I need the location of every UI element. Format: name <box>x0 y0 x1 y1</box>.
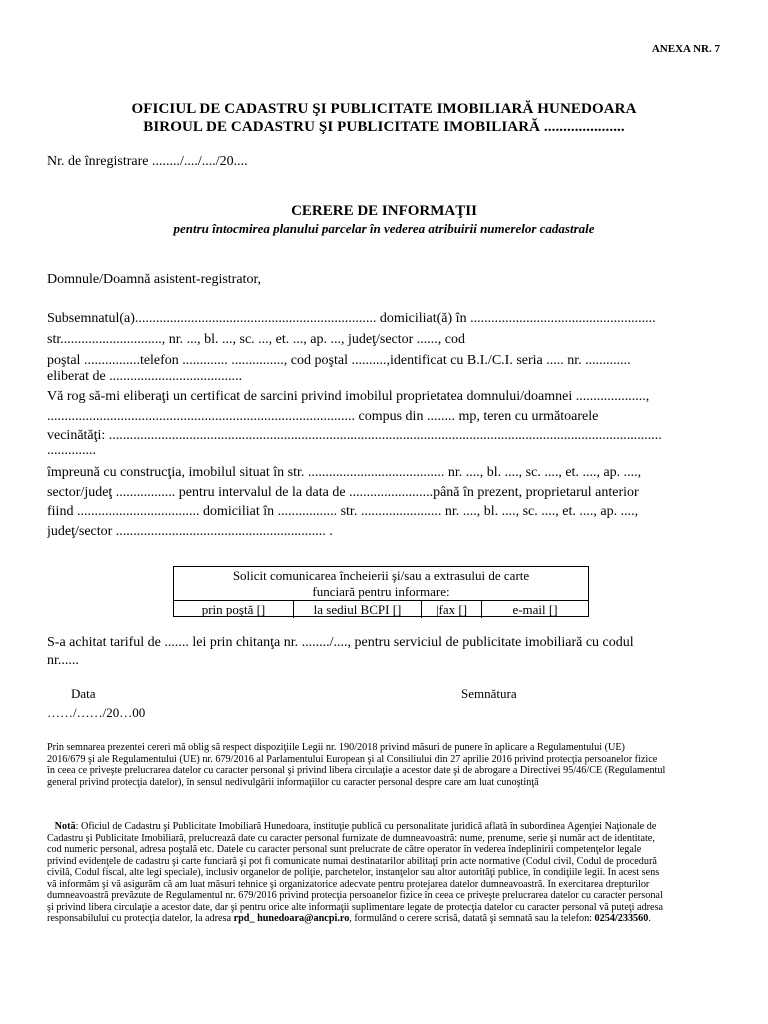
gdpr-line: general privind protecţia datelor), în sensul nedivulgării informaţiilor cu caracter personal despre care am luat cunoştinţă <box>47 776 539 788</box>
note-line: cod numeric personal, adresa poştală etc. Datele cu caracter personal sunt prelucrate de către operator în vederea îndeplinirii competenţelor legale <box>47 844 642 855</box>
gdpr-line: în ceea ce priveşte prelucrarea datelor cu caracter personal şi privind libera circulaţie a acestor date şi de abrogare a Directivei 95/46/CE (Regulamentul <box>47 765 666 776</box>
option-email[interactable]: e-mail [] <box>512 602 558 617</box>
gdpr-paragraph <box>47 742 722 788</box>
body-line: Subsemnatul(a)..................................................................... domiciliat(ă) în ..................................................... <box>47 311 656 326</box>
date-value: ……/……/20…00 <box>47 705 146 720</box>
body-line: eliberat de ...................................... <box>47 369 243 384</box>
option-fax[interactable]: |fax [] <box>422 601 482 618</box>
note-line: şi privind libera circulaţie a acestor date, dar şi pentru orice alte informaţii suplimentare legate de protecţia datelor cu caracter personal vă puteţi adresa <box>47 901 664 913</box>
delivery-options-row <box>174 600 588 618</box>
body-line: sector/judeţ ................. pentru intervalul de la data de ........................până în prezent, proprietarul anterior <box>47 485 639 500</box>
document-subtitle: pentru întocmirea planului parcelar în vederea atribuirii numerelor cadastrale <box>173 221 595 236</box>
note-line: vă informăm şi vă asigurăm că am luat măsuri tehnice şi organizatorice adecvate pentru protejarea datelor dumneavoastră. În exercitarea drepturilor <box>47 878 650 890</box>
info-box-line: Solicit comunicarea încheierii şi/sau a extrasului de carte <box>232 568 530 583</box>
bureau-header: BIROUL DE CADASTRU ŞI PUBLICITATE IMOBILIARĂ ..................... <box>143 119 625 135</box>
note-line: privind evidenţele de cadastru şi carte funciară şi pot fi comunicate numai destinatarilor abilitaţi prin acte normative (Codul civil, Codul de procedură <box>47 855 657 867</box>
note-paragraph <box>47 821 722 925</box>
signature-label: Semnătura <box>461 686 517 701</box>
body-line: ........................................................................................ compus din ........ mp, teren cu următoarele <box>47 409 599 424</box>
payment-line: S-a achitat tariful de ....... lei prin chitanţa nr. ......../...., pentru serviciul de publicitate imobiliară cu codul <box>47 635 634 650</box>
body-line: fiind ................................... domiciliat în ................. str. ....................... nr. ...., bl. ...., sc. ...., et. ...., ap. ...., <box>47 504 639 519</box>
salutation: Domnule/Doamnă asistent-registrator, <box>47 272 262 287</box>
option-at-office[interactable]: la sediul BCPI [] <box>294 601 422 618</box>
note-line: Cadastru şi Publicitate Imobiliară, prelucrează date cu caracter personal furnizate de dumneavoastră: nume, prenume, serie şi număr act de identitate, <box>47 832 655 844</box>
payment-line: nr...... <box>47 653 79 668</box>
option-by-post[interactable]: prin poştă [] <box>174 601 294 618</box>
body-line: str............................., nr. ..., bl. ..., sc. ..., et. ..., ap. ..., judeţ/sector ......, cod <box>47 332 466 347</box>
note-label: Notă <box>54 821 76 832</box>
note-line: responsabilului cu protecţia datelor, la adresa rpd_ hunedoara@ancpi.ro, formulând o cerere scrisă, datată şi semnată sau la telefon: 0254/233560. <box>47 913 651 924</box>
gdpr-line: 2016/679 şi ale Regulamentului (UE) nr. 679/2016 al Parlamentului European şi al Consiliului din 27 aprilie 2016 privind protecţia persoanelor fizice <box>47 753 658 765</box>
note-line: Notă: Oficiul de Cadastru şi Publicitate Imobiliară Hunedoara, instituţie publică cu personalitate juridică aflată în subordinea Agenţiei Naţionale de <box>54 821 657 832</box>
body-line: poştal ................telefon ............. ..............., cod poştal ..........,identificat cu B.I./C.I. seria ..... nr. ............. <box>47 353 631 368</box>
note-line: civilă, Codul fiscal, alte legi speciale), inclusiv organelor de poliţie, parchetelor, instanţelor sau altor autorităţi publice, în condiţiile legii. În acest sens <box>47 867 660 878</box>
body-line: Vă rog să-mi eliberaţi un certificat de sarcini privind imobilul proprietatea domnului/doamnei ...................., <box>47 389 650 404</box>
contact-email-link[interactable]: rpd_ hunedoara@ancpi.ro <box>233 913 350 924</box>
date-label: Data <box>71 686 96 701</box>
body-line: vecinătăţi: .............................................................................................................................................................. <box>47 428 662 443</box>
body-line: .............. <box>47 443 96 458</box>
info-box-line: funciară pentru informare: <box>312 584 450 599</box>
gdpr-line: Prin semnarea prezentei cereri mă oblig să respect dispoziţiile Legii nr. 190/2018 privind măsuri de punere în aplicare a Regulamentului (UE) <box>47 742 625 753</box>
office-header: OFICIUL DE CADASTRU ŞI PUBLICITATE IMOBILIARĂ HUNEDOARA <box>131 101 637 117</box>
annex-number: ANEXA NR. 7 <box>651 43 720 55</box>
body-line: împreună cu construcţia, imobilul situat în str. ....................................... nr. ...., bl. ...., sc. ...., et. ...., ap. ...., <box>47 465 642 480</box>
contact-phone: 0254/233560 <box>594 913 649 924</box>
document-title: CERERE DE INFORMAŢII <box>291 203 477 219</box>
info-request-box <box>173 566 589 617</box>
note-line: dumneavoastră prevăzute de Regulamentul nr. 679/2016 privind protecţia persoanelor fizice în ceea ce priveşte prelucrarea datelor cu caracter personal <box>47 890 663 901</box>
body-line: judeţ/sector ............................................................ . <box>47 524 333 539</box>
registration-number: Nr. de înregistrare ......../..../..../20.... <box>47 154 248 169</box>
